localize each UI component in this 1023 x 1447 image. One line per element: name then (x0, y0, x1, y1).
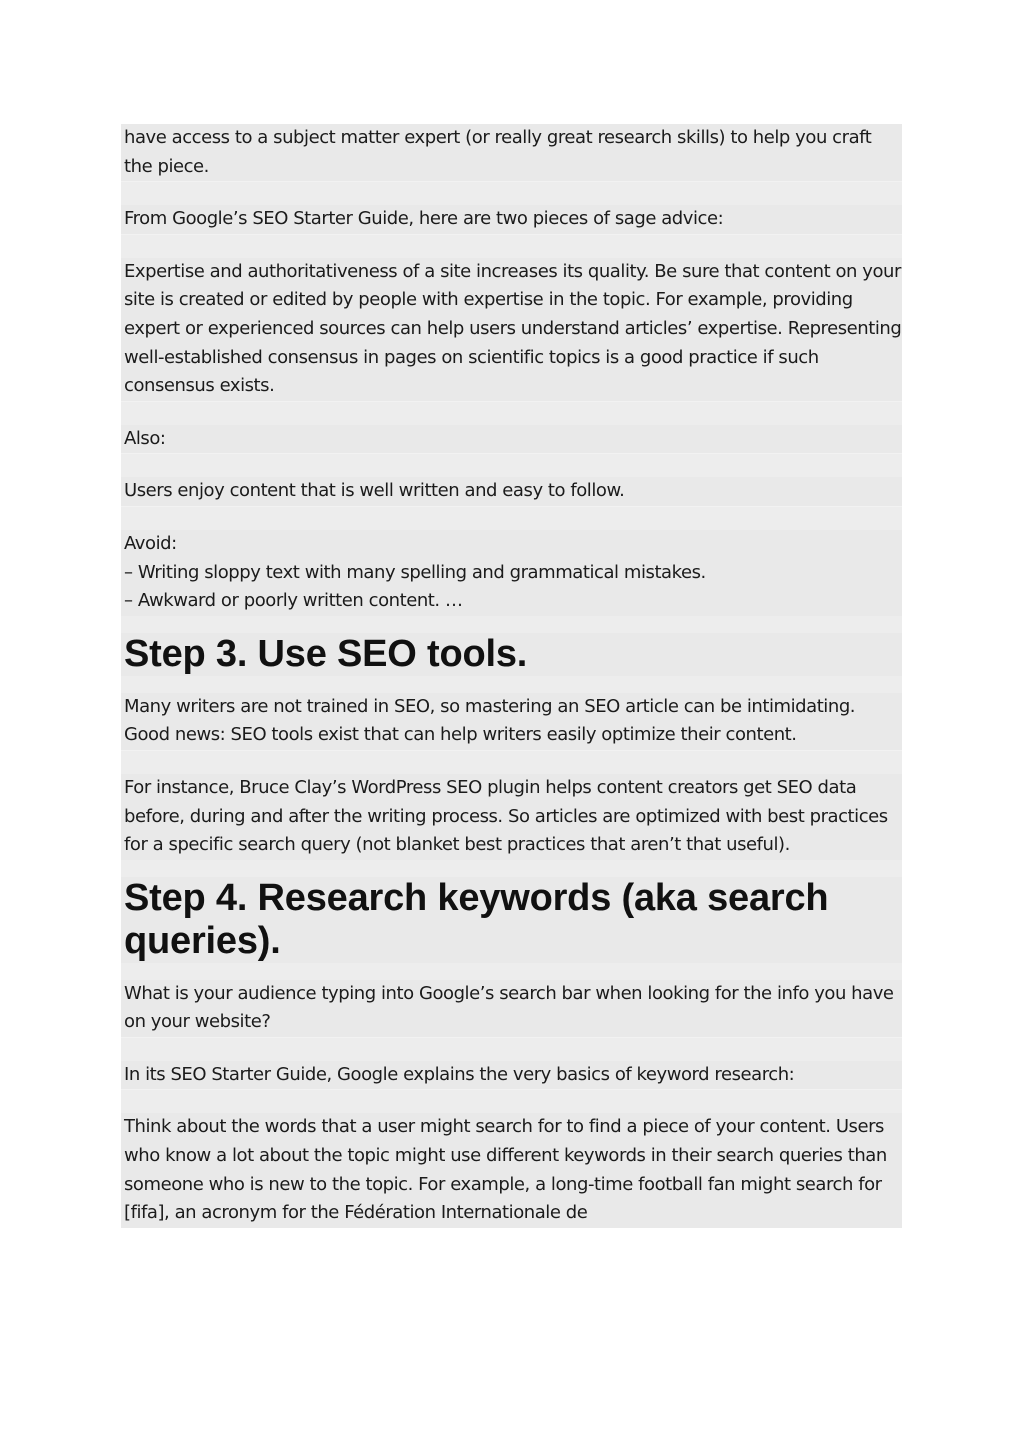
paragraph-keyword-basics: In its SEO Starter Guide, Google explains the very basics of keyword research: (121, 1061, 902, 1090)
paragraph-seo-tools: Many writers are not trained in SEO, so mastering an SEO article can be intimidating. Good news: SEO tools exist that can help writers easily optimize their content. (121, 693, 902, 750)
paragraph-audience-typing: What is your audience typing into Google’s search bar when looking for the info you have on your website? (121, 980, 902, 1037)
paragraph-gap (121, 1089, 902, 1113)
paragraph-gap (121, 963, 902, 980)
paragraph-gap (121, 616, 902, 633)
paragraph-also: Also: (121, 425, 902, 454)
paragraph-users-enjoy: Users enjoy content that is well written and easy to follow. (121, 477, 902, 506)
paragraph-gap (121, 401, 902, 425)
paragraph-bruce-clay: For instance, Bruce Clay’s WordPress SEO plugin helps content creators get SEO data before, during and after the writing process. So articles are optimized with best practices for a specific search query (not blanket best practices that aren’t that useful). (121, 774, 902, 860)
paragraph-gap (121, 1037, 902, 1061)
paragraph-gap (121, 860, 902, 877)
paragraph-think-about-words: Think about the words that a user might search for to find a piece of your content. Users who know a lot about the topic might use different keywords in their search queries than someone who is new to the topic. For example, a long-time football fan might search for [fifa], an acronym for the Fédération Internationale de (121, 1113, 902, 1227)
avoid-item: – Awkward or poorly written content. … (124, 590, 463, 612)
document-page (121, 124, 902, 1228)
paragraph-expert-access: have access to a subject matter expert (or really great research skills) to help you craft the piece. (121, 124, 902, 181)
paragraph-gap (121, 453, 902, 477)
paragraph-starter-guide-intro: From Google’s SEO Starter Guide, here are two pieces of sage advice: (121, 205, 902, 234)
paragraph-gap (121, 506, 902, 530)
paragraph-gap (121, 750, 902, 774)
avoid-item: – Writing sloppy text with many spelling and grammatical mistakes. (124, 561, 706, 583)
paragraph-gap (121, 676, 902, 693)
paragraph-gap (121, 181, 902, 205)
heading-step-4: Step 4. Research keywords (aka search queries). (121, 877, 902, 963)
heading-step-3: Step 3. Use SEO tools. (121, 633, 902, 676)
paragraph-gap (121, 234, 902, 258)
paragraph-avoid-list (121, 530, 902, 616)
avoid-heading: Avoid: (124, 532, 177, 554)
paragraph-expertise-quote: Expertise and authoritativeness of a site increases its quality. Be sure that content on your site is created or edited by people with expertise in the topic. For example, providing expert or experienced sources can help users understand articles’ expertise. Representing well-established consensus in pages on scientific topics is a good practice if such consensus exists. (121, 258, 902, 401)
